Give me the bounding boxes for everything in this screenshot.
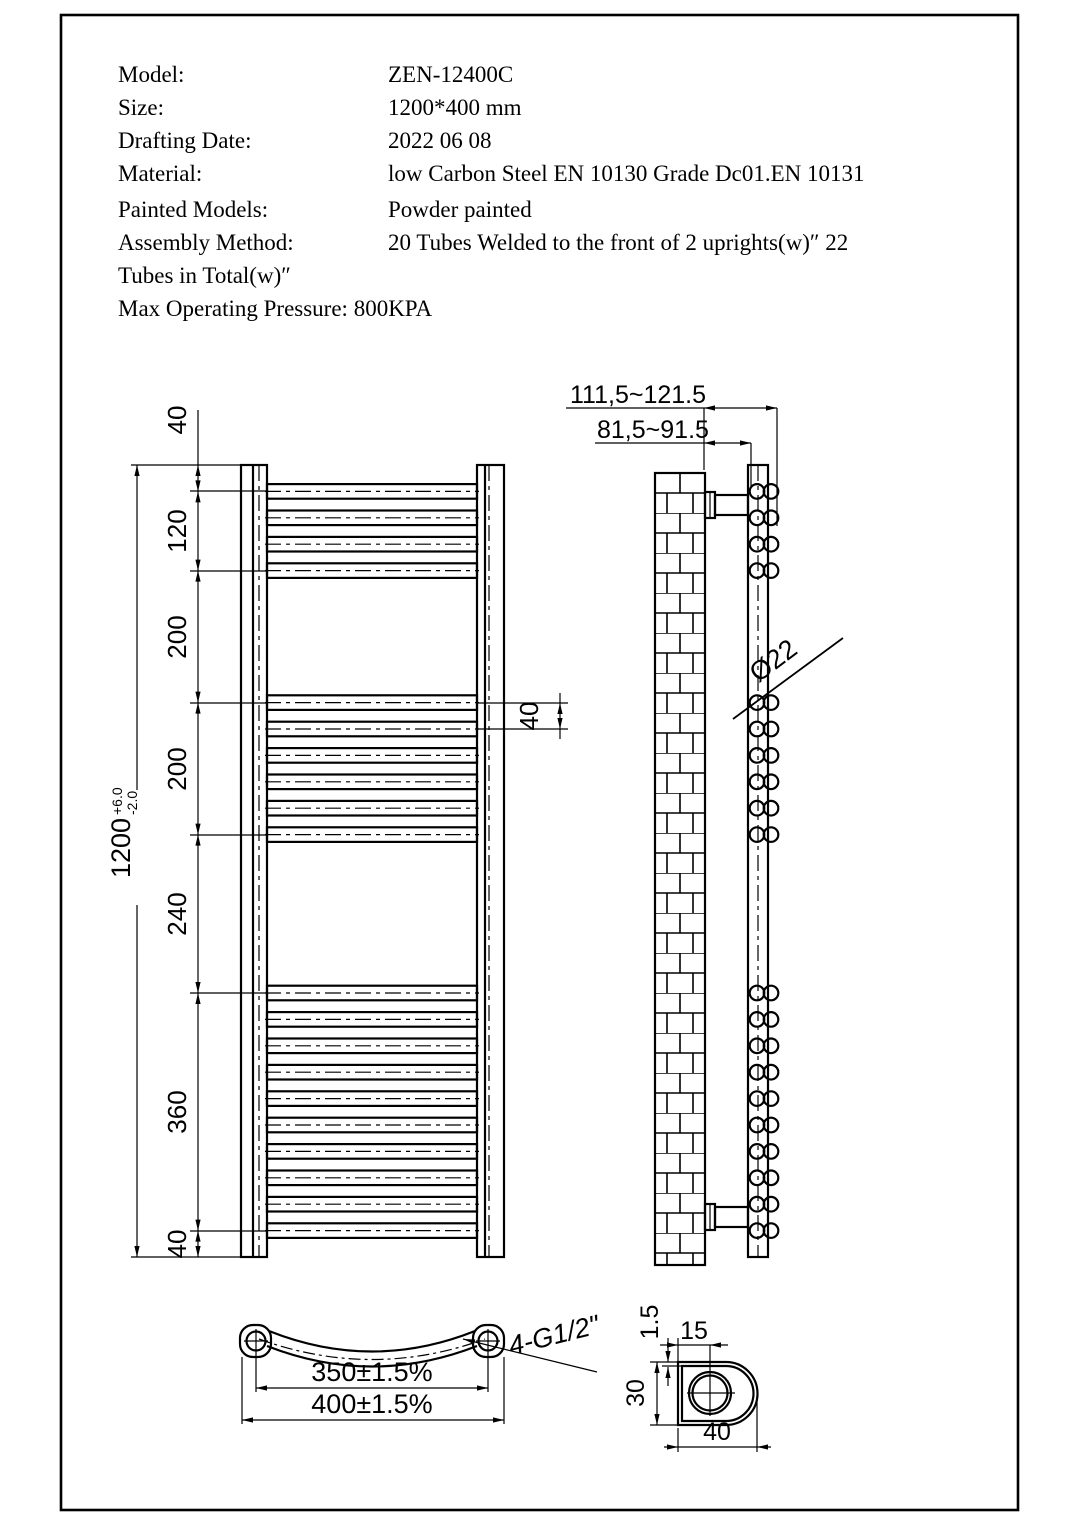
header-value: 20 Tubes Welded to the front of 2 uprights(w)″ 22 [388,230,849,255]
dim-wall-thickness: 1.5 [636,1304,664,1340]
dim-chain-40-top: 40 [162,405,192,435]
header-value: low Carbon Steel EN 10130 Grade Dc01.EN 10131 [388,161,865,186]
header-label: Assembly Method: [118,230,294,255]
dim-profile-depth: 30 [622,1379,650,1407]
dim-hole-offset: 15 [680,1317,708,1345]
dim-chain-360: 360 [162,1090,192,1134]
dim-chain-240: 240 [162,892,192,936]
svg-text:+6.0: +6.0 [109,787,125,815]
svg-text:-2.0: -2.0 [124,790,140,815]
dim-overall-height [106,787,140,878]
svg-text:1200: 1200 [106,817,136,879]
dim-wall-to-back: 81,5~91.5 [597,416,709,444]
brick-wall [655,473,705,1265]
header-value: Powder painted [388,197,532,222]
dim-tube-diameter: Ø22 [743,633,803,688]
dim-profile-width: 40 [703,1418,731,1446]
header-label: Size: [118,95,164,120]
header-pressure: Max Operating Pressure: 800KPA [118,296,433,321]
dim-connection-thread: 4-G1/2" [505,1309,603,1361]
dim-chain-40-bottom: 40 [162,1229,192,1259]
header-label: Painted Models: [118,197,269,222]
dim-chain-200a: 200 [162,615,192,659]
dim-chain-200b: 200 [162,747,192,791]
dim-chain-120: 120 [162,509,192,553]
dim-tube-pitch: 40 [514,701,544,731]
header-label: Material: [118,161,203,186]
header-label: Model: [118,62,185,87]
header-value: ZEN-12400C [388,62,514,87]
dim-wall-to-front: 111,5~121.5 [570,381,707,409]
header-value: 2022 06 08 [388,128,492,153]
header-label: Drafting Date: [118,128,252,153]
header-value: 1200*400 mm [388,95,522,120]
header-continuation: Tubes in Total(w)″ [118,263,291,288]
dim-overall-width: 400±1.5% [311,1389,433,1419]
dim-connection-pitch: 350±1.5% [311,1357,433,1387]
